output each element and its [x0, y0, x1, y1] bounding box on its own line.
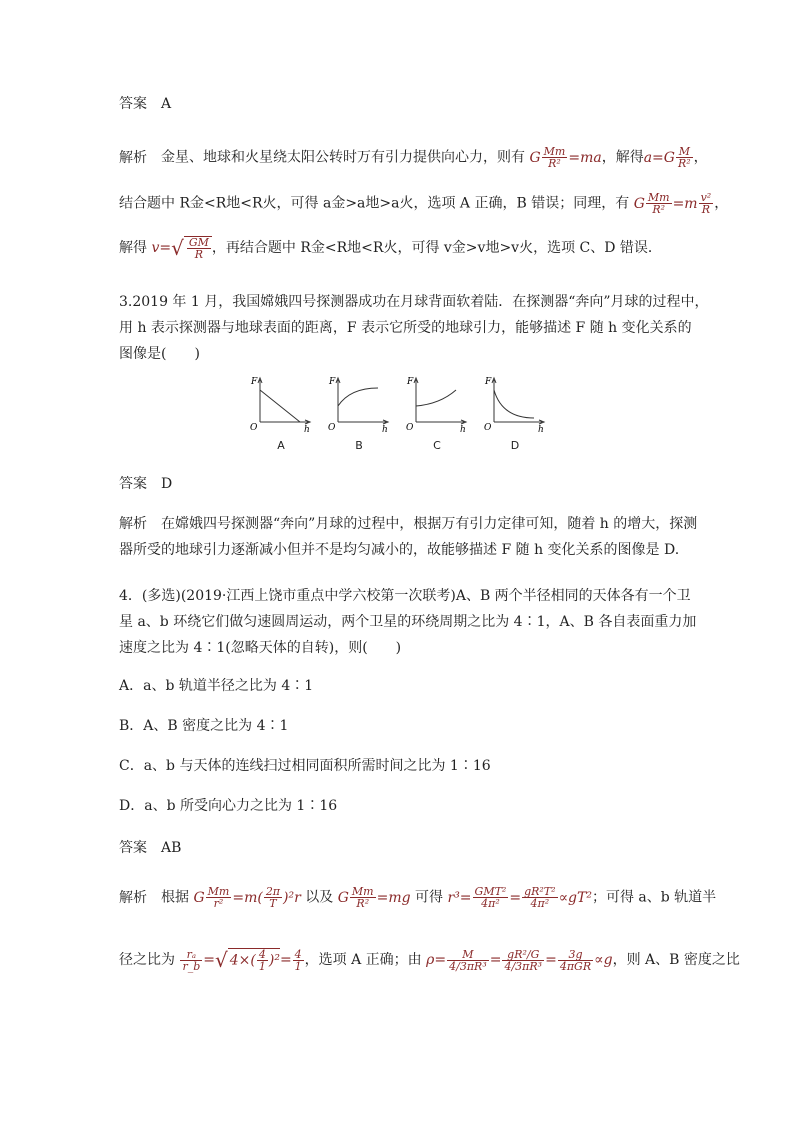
curve — [260, 390, 300, 422]
q4-option-d: D．a、b 所受向心力之比为 1∶16 — [119, 798, 338, 814]
formula: G $\frac{Mm}{\text{R²}}$ =m $\frac{\text{v²}}{R}$ — [633, 191, 712, 216]
axis-y-label: F — [407, 377, 414, 387]
formula: G $\frac{Mm}{\text{r²}}$ =m( $\frac{2\pi}{T}$ )²r — [193, 885, 301, 910]
q4-stem-line3: 速度之比为 4∶1(忽略天体的自转)，则( ) — [119, 640, 402, 656]
q4-answer — [119, 838, 181, 858]
graph-svg — [326, 372, 392, 434]
q4-analysis-line2 — [119, 948, 740, 972]
q2-analysis-line3 — [119, 236, 662, 260]
axis-x-label: h — [304, 425, 310, 434]
q4-stem-line1: 4．(多选)(2019·江西上饶市重点中学六校第一次联考)A、B 两个半径相同的天体各有一个卫 — [119, 588, 691, 604]
q3-answer — [119, 474, 172, 494]
analysis-label: 解析 — [119, 889, 147, 906]
graph-d — [482, 372, 548, 452]
q2-analysis-line1: 解析 金星、地球和火星绕太阳公转时万有引力提供向心力，则有 G $\frac{Mm}{\text{R²}}$ =ma，解得a=G $\frac{M}{\text{R²}}$ ， — [119, 145, 708, 170]
axis-x-label: h — [538, 425, 544, 434]
q4-analysis-line1 — [119, 886, 716, 909]
q2-analysis-line2: 结合题中 R金<R地<R火，可得 a金>a地>a火，选项 A 正确，B 错误；同理，有 G $\frac{Mm}{\text{R²}}$ =m $\frac{\text{v²}}{R}$ ， — [119, 191, 729, 216]
axis-y-label: F — [251, 377, 258, 387]
q3-stem-line2: 用 h 表示探测器与地球表面的距离，F 表示它所受的地球引力，能够描述 F 随 h 变化关系的 — [119, 320, 692, 336]
formula: v=√ $\frac{GM}{R}$ — [151, 240, 211, 256]
analysis-text: ；可得 a、b 轨道半 — [591, 889, 717, 906]
analysis-text: 以及 — [305, 889, 334, 906]
answer-value: D — [161, 476, 173, 492]
analysis-text: 在嫦娥四号探测器“奔向”月球的过程中，根据万有引力定律可知，随着 h 的增大，探测 — [161, 516, 698, 532]
axis-x-label: h — [382, 425, 388, 434]
formula: ρ= $\frac{M}{\text{4/3πR³}}$ = $\frac{\text{gR²/G}}{\text{4/3πR³}}$ = $\frac{3g}{\text{4πGR}}$ ∝g — [426, 947, 613, 973]
curve — [416, 390, 456, 406]
curve — [338, 388, 378, 406]
graph-options — [248, 372, 548, 452]
formula: r³= $\frac{\text{GMT²}}{\text{4π²}}$ = $\frac{\text{gR²T²}}{\text{4π²}}$ ∝gT² — [447, 885, 592, 910]
formula: a=G $\frac{M}{\text{R²}}$ — [643, 145, 691, 170]
q2-answer — [119, 94, 171, 114]
analysis-text: ，解得 — [601, 149, 644, 166]
q4-option-c: C．a、b 与天体的连线扫过相同面积所需时间之比为 1∶16 — [119, 758, 491, 774]
graph-a — [248, 372, 314, 452]
axis-y-label: F — [485, 377, 492, 387]
graph-label: B — [355, 439, 363, 452]
graph-c — [404, 372, 470, 452]
q4-option-b: B．A、B 密度之比为 4∶1 — [119, 718, 289, 734]
graph-svg — [404, 372, 470, 434]
formula: $\frac{\text{rₐ}}{r\_b}$ =√ 4×( $\frac{4}{1}$ )²= $\frac{4}{1}$ — [182, 947, 302, 973]
analysis-text: 径之比为 — [119, 952, 175, 968]
q3-analysis-line1 — [119, 514, 697, 534]
answer-label: 答案 — [119, 96, 147, 112]
analysis-text: 根据 — [161, 889, 189, 906]
graph-label: D — [510, 439, 520, 452]
origin-label: O — [406, 423, 414, 433]
axis-y-label: F — [329, 377, 336, 387]
q3-analysis-line2: 器所受的地球引力逐渐减小但并不是均匀减小的，故能够描述 F 随 h 变化关系的图像是 D. — [119, 542, 680, 558]
graph-label: C — [433, 439, 441, 452]
graph-label: A — [277, 439, 285, 452]
analysis-text: 解得 — [119, 240, 147, 256]
answer-value: A — [161, 96, 172, 112]
graph-svg — [248, 372, 314, 434]
q3-stem-line3: 图像是( ) — [119, 346, 200, 362]
curve — [494, 390, 534, 418]
analysis-text: ，再结合题中 R金<R地<R火，可得 v金>v地>v火，选项 C、D 错误． — [211, 240, 662, 256]
axis-x-label: h — [460, 425, 466, 434]
answer-value: AB — [161, 840, 182, 856]
origin-label: O — [328, 423, 336, 433]
q4-option-a: A．a、b 轨道半径之比为 4∶1 — [119, 678, 314, 694]
analysis-text: ，选项 A 正确；由 — [304, 952, 422, 968]
q3-stem-line1: 3.2019 年 1 月，我国嫦娥四号探测器成功在月球背面软着陆．在探测器“奔向”月球的过程中， — [119, 294, 709, 310]
graph-b — [326, 372, 392, 452]
analysis-label: 解析 — [119, 149, 147, 166]
q4-stem-line2: 星 a、b 环绕它们做匀速圆周运动，两个卫星的环绕周期之比为 4∶1，A、B 各自表面重力加 — [119, 614, 697, 630]
analysis-label: 解析 — [119, 516, 147, 532]
origin-label: O — [250, 423, 258, 433]
answer-label: 答案 — [119, 476, 147, 492]
analysis-text: 可得 — [415, 889, 444, 906]
origin-label: O — [484, 423, 492, 433]
analysis-text: ，则 A、B 密度之比 — [612, 952, 740, 968]
formula: G $\frac{Mm}{\text{R²}}$ =ma — [529, 145, 602, 170]
formula: G $\frac{Mm}{\text{R²}}$ =mg — [337, 885, 411, 910]
analysis-text: 结合题中 R金<R地<R火，可得 a金>a地>a火，选项 A 正确，B 错误；同理，有 — [119, 195, 630, 212]
analysis-text: 金星、地球和火星绕太阳公转时万有引力提供向心力，则有 — [161, 149, 525, 166]
graph-svg — [482, 372, 548, 434]
answer-label: 答案 — [119, 840, 147, 856]
